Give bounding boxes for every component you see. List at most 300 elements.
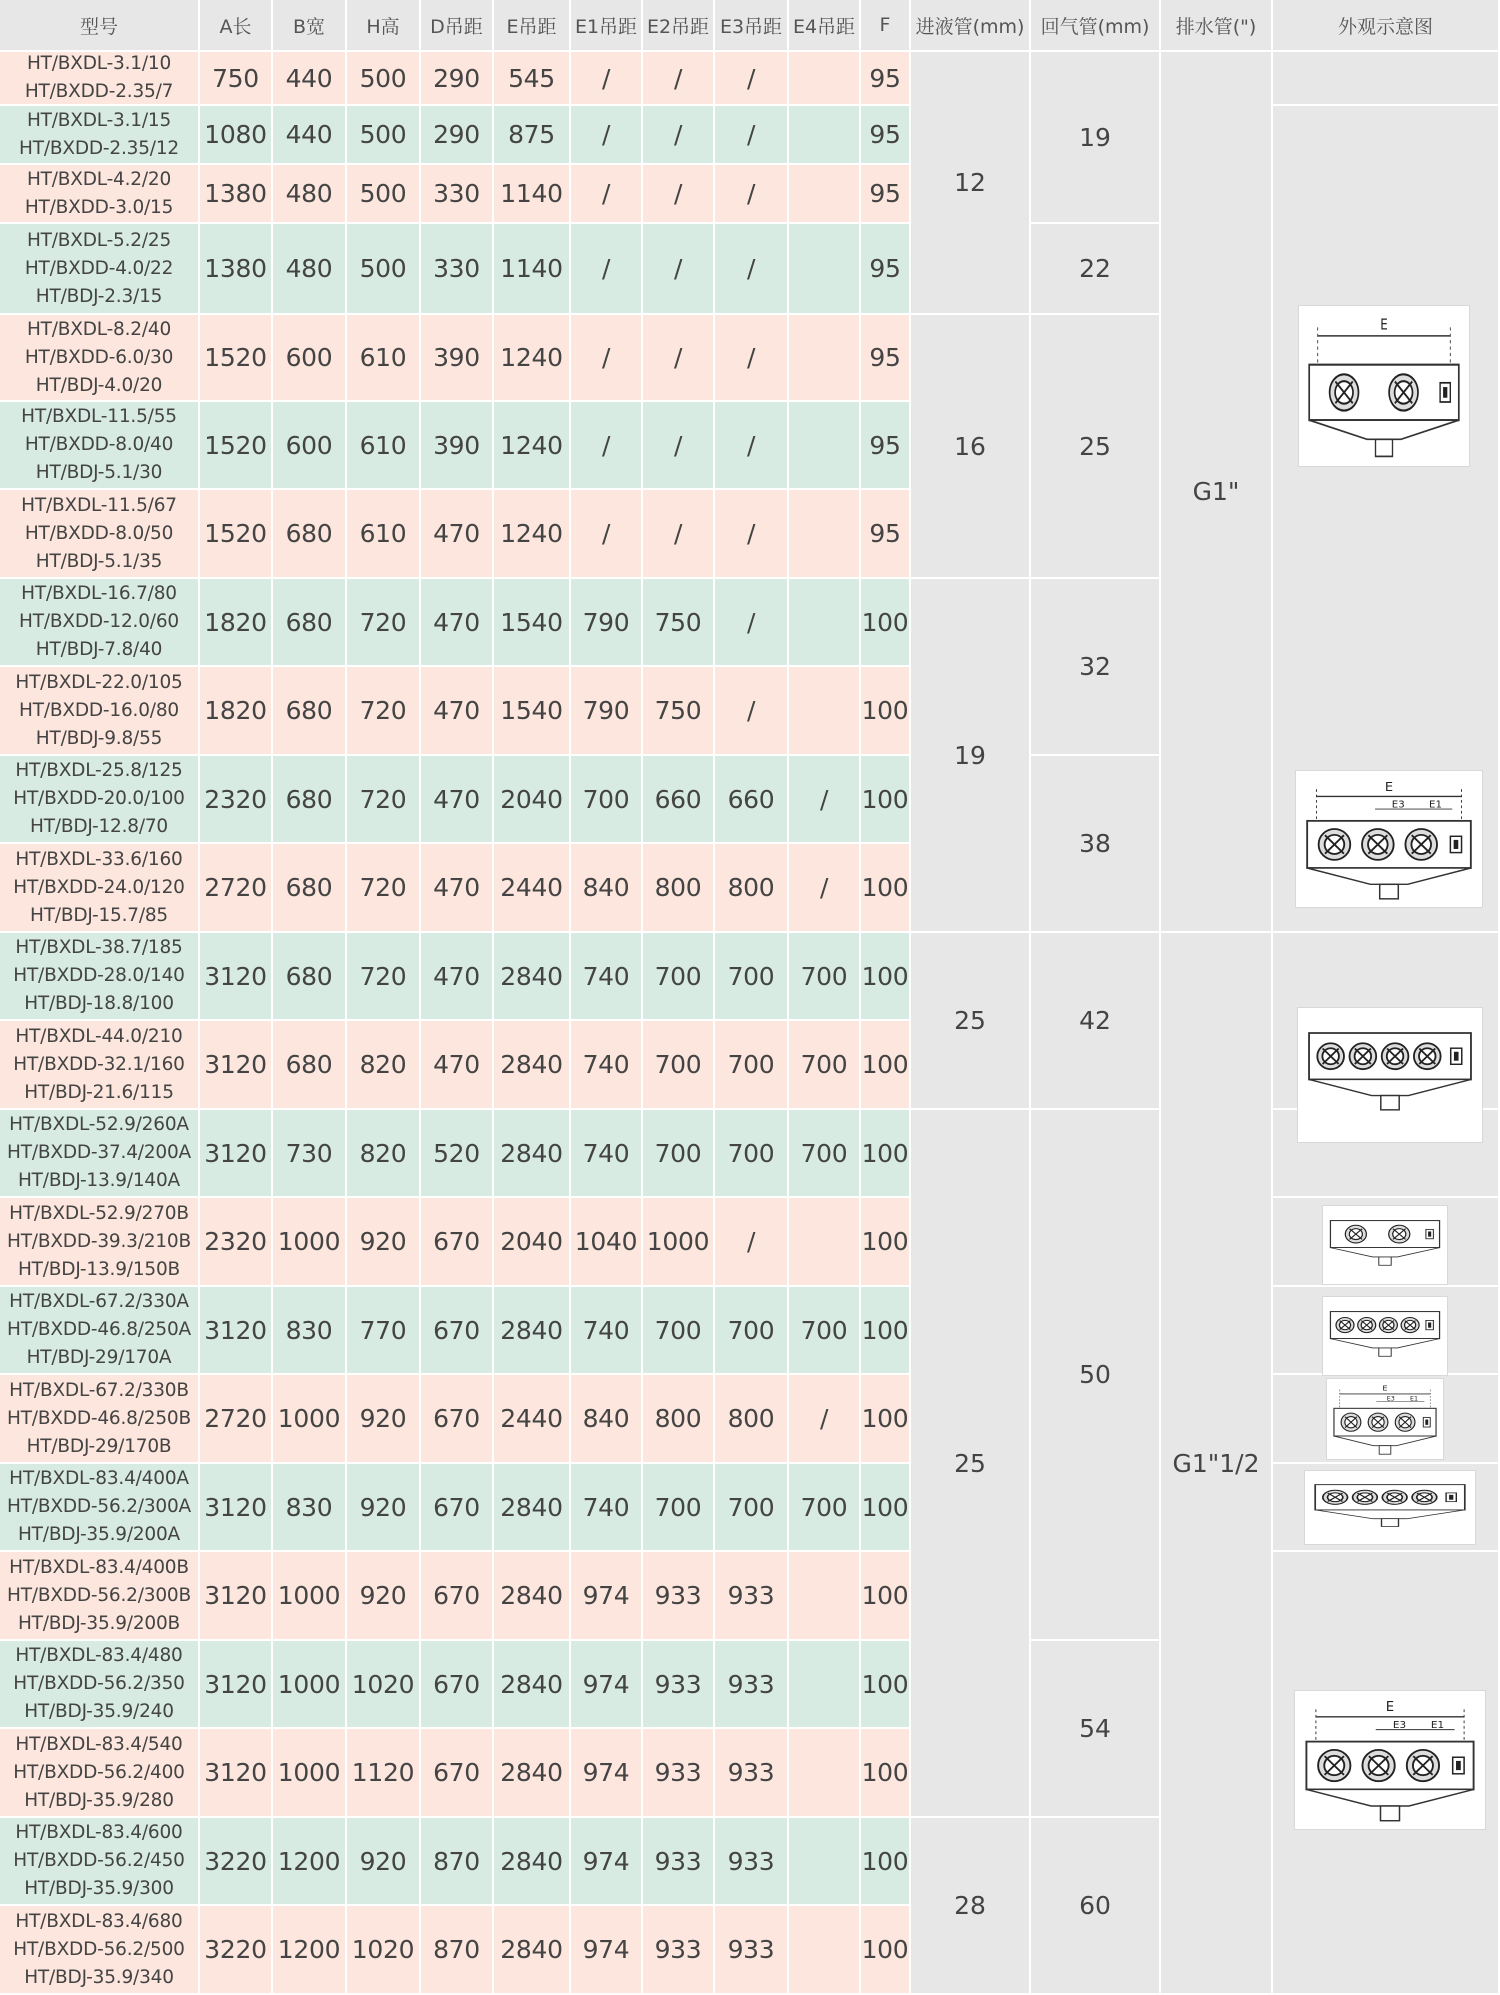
header-cell: A长 xyxy=(200,0,273,52)
value-cell: 100 xyxy=(861,1729,911,1818)
model-name: HT/BXDD-3.0/15 xyxy=(24,196,174,218)
drain-pipe-cell: G1"1/2 xyxy=(1161,933,1273,1995)
model-name: HT/BXDL-52.9/270B xyxy=(9,1202,189,1224)
value-cell: 920 xyxy=(347,1375,421,1464)
value-cell: 1140 xyxy=(494,224,571,315)
model-name: HT/BXDD-28.0/140 xyxy=(13,965,185,986)
model-name: HT/BDJ-29/170A xyxy=(26,1347,172,1368)
fan-icon xyxy=(1330,374,1359,410)
value-cell: 820 xyxy=(347,1021,421,1110)
fan-icon xyxy=(1401,1318,1419,1333)
value-cell: 2040 xyxy=(494,1198,571,1287)
value-cell: / xyxy=(715,402,789,490)
header-cell: E1吊距 xyxy=(571,0,643,52)
model-cell xyxy=(0,756,200,844)
value-cell: 1540 xyxy=(494,579,571,667)
value-cell: 670 xyxy=(421,1287,494,1375)
model-name: HT/BXDD-56.2/300B xyxy=(6,1584,191,1606)
value-cell: 700 xyxy=(715,1464,789,1552)
value-cell: 933 xyxy=(715,1906,789,1995)
liquid-pipe-cell: 16 xyxy=(911,315,1031,579)
value-cell: 95 xyxy=(861,402,911,490)
fan-icon xyxy=(1318,1750,1350,1781)
value-cell: 870 xyxy=(421,1818,494,1906)
value-cell: 920 xyxy=(347,1552,421,1641)
liquid-pipe-cell: 19 xyxy=(911,579,1031,933)
value-cell: 1000 xyxy=(273,1375,347,1464)
value-cell xyxy=(789,1198,861,1287)
model-name: HT/BXDL-3.1/10 xyxy=(26,53,172,74)
model-name: HT/BXDD-56.2/300A xyxy=(7,1496,191,1517)
value-cell: 700 xyxy=(715,1021,789,1110)
value-cell: 470 xyxy=(421,756,494,844)
model-name: HT/BXDL-83.4/600 xyxy=(15,1822,183,1843)
return-pipe-cell: 42 xyxy=(1031,933,1161,1110)
value-cell: 1140 xyxy=(494,165,571,224)
header-cell: 外观示意图 xyxy=(1273,0,1500,52)
value-cell: 1000 xyxy=(273,1552,347,1641)
value-cell: 2440 xyxy=(494,844,571,933)
model-cell xyxy=(0,1287,200,1375)
value-cell: 1000 xyxy=(273,1198,347,1287)
fan-icon xyxy=(1368,1413,1388,1431)
value-cell: 100 xyxy=(861,844,911,933)
value-cell: 470 xyxy=(421,1021,494,1110)
fan-icon xyxy=(1323,1490,1348,1504)
value-cell: 500 xyxy=(347,52,421,106)
unit-diagram-4-fans-small xyxy=(1322,1296,1448,1376)
model-name: HT/BXDD-12.0/60 xyxy=(19,611,179,632)
return-pipe-cell: 38 xyxy=(1031,756,1161,933)
value-cell: 545 xyxy=(494,52,571,106)
model-name: HT/BDJ-5.1/30 xyxy=(35,462,163,483)
fan-icon xyxy=(1353,1490,1378,1504)
value-cell: 1520 xyxy=(200,490,273,579)
model-name: HT/BXDL-83.4/480 xyxy=(15,1645,183,1666)
value-cell: 680 xyxy=(273,667,347,756)
value-cell: / xyxy=(571,106,643,165)
value-cell: 95 xyxy=(861,165,911,224)
value-cell: 2840 xyxy=(494,1110,571,1198)
value-cell: 875 xyxy=(494,106,571,165)
value-cell: 2320 xyxy=(200,1198,273,1287)
value-cell: 100 xyxy=(861,933,911,1021)
value-cell: 740 xyxy=(571,933,643,1021)
value-cell: / xyxy=(571,402,643,490)
model-name: HT/BXDL-67.2/330A xyxy=(9,1291,189,1312)
value-cell: 3120 xyxy=(200,1641,273,1729)
value-cell: 700 xyxy=(789,1021,861,1110)
value-cell: 100 xyxy=(861,1198,911,1287)
value-cell: 720 xyxy=(347,756,421,844)
model-name: HT/BXDD-39.3/210B xyxy=(6,1230,191,1252)
value-cell: 680 xyxy=(273,1021,347,1110)
fan-icon xyxy=(1389,374,1418,410)
value-cell: 1520 xyxy=(200,315,273,402)
model-cell xyxy=(0,106,200,165)
fan-icon xyxy=(1317,1043,1344,1069)
value-cell: / xyxy=(789,844,861,933)
dimension-label: E3 xyxy=(1391,799,1405,811)
liquid-pipe-cell: 25 xyxy=(911,1110,1031,1818)
value-cell: 1000 xyxy=(273,1641,347,1729)
model-name: HT/BXDD-56.2/350 xyxy=(13,1673,185,1694)
value-cell: 2840 xyxy=(494,933,571,1021)
header-cell: D吊距 xyxy=(421,0,494,52)
model-name: HT/BXDL-11.5/67 xyxy=(21,494,177,516)
header-cell: B宽 xyxy=(273,0,347,52)
value-cell xyxy=(789,490,861,579)
header-cell: 排水管(") xyxy=(1161,0,1273,52)
value-cell: 610 xyxy=(347,490,421,579)
model-name: HT/BXDD-2.35/7 xyxy=(24,81,174,102)
value-cell: 700 xyxy=(643,1021,715,1110)
model-name: HT/BXDL-83.4/400B xyxy=(9,1556,189,1578)
header-cell: 型号 xyxy=(0,0,200,52)
value-cell: 670 xyxy=(421,1375,494,1464)
value-cell: 2320 xyxy=(200,756,273,844)
value-cell: / xyxy=(643,402,715,490)
fan-icon xyxy=(1395,1413,1415,1431)
value-cell: 770 xyxy=(347,1287,421,1375)
value-cell: 933 xyxy=(715,1729,789,1818)
value-cell: / xyxy=(715,667,789,756)
value-cell: 790 xyxy=(571,579,643,667)
value-cell: 1240 xyxy=(494,315,571,402)
value-cell: 1540 xyxy=(494,667,571,756)
value-cell: 700 xyxy=(643,1287,715,1375)
value-cell xyxy=(789,1818,861,1906)
model-name: HT/BDJ-4.0/20 xyxy=(35,374,163,396)
value-cell: 2840 xyxy=(494,1464,571,1552)
value-cell: / xyxy=(715,579,789,667)
return-pipe-cell: 54 xyxy=(1031,1641,1161,1818)
model-name: HT/BDJ-35.9/340 xyxy=(24,1966,174,1988)
value-cell: 700 xyxy=(715,1110,789,1198)
model-cell xyxy=(0,165,200,224)
value-cell xyxy=(789,106,861,165)
value-cell: 1820 xyxy=(200,579,273,667)
model-cell xyxy=(0,933,200,1021)
value-cell: 95 xyxy=(861,490,911,579)
value-cell xyxy=(789,579,861,667)
value-cell: 520 xyxy=(421,1110,494,1198)
model-name: HT/BXDL-83.4/400A xyxy=(9,1468,189,1489)
value-cell: 740 xyxy=(571,1110,643,1198)
value-cell: / xyxy=(715,490,789,579)
unit-diagram-3-fans xyxy=(1295,770,1483,908)
value-cell xyxy=(789,1552,861,1641)
model-name: HT/BXDD-46.8/250B xyxy=(6,1407,191,1429)
value-cell: 3120 xyxy=(200,1552,273,1641)
value-cell: 750 xyxy=(200,52,273,106)
value-cell: 680 xyxy=(273,579,347,667)
fan-icon xyxy=(1382,1490,1407,1504)
value-cell: 500 xyxy=(347,224,421,315)
value-cell: / xyxy=(715,52,789,106)
model-name: HT/BXDL-44.0/210 xyxy=(15,1025,183,1047)
value-cell: 2840 xyxy=(494,1729,571,1818)
model-name: HT/BDJ-18.8/100 xyxy=(24,993,174,1014)
model-name: HT/BXDL-5.2/25 xyxy=(26,229,172,251)
value-cell: 740 xyxy=(571,1464,643,1552)
value-cell: / xyxy=(789,1375,861,1464)
value-cell xyxy=(789,1729,861,1818)
value-cell: 820 xyxy=(347,1110,421,1198)
value-cell: / xyxy=(571,490,643,579)
value-cell: 95 xyxy=(861,52,911,106)
value-cell: / xyxy=(643,106,715,165)
model-name: HT/BXDD-56.2/500 xyxy=(13,1938,185,1960)
fan-icon xyxy=(1319,829,1351,860)
value-cell: / xyxy=(643,490,715,579)
model-name: HT/BDJ-13.9/150B xyxy=(17,1258,181,1280)
value-cell: 2840 xyxy=(494,1552,571,1641)
liquid-pipe-cell: 12 xyxy=(911,52,1031,315)
model-name: HT/BXDL-25.8/125 xyxy=(15,760,183,781)
header-cell: 进液管(mm) xyxy=(911,0,1031,52)
model-cell xyxy=(0,1552,200,1641)
model-name: HT/BDJ-35.9/240 xyxy=(24,1701,174,1722)
model-name: HT/BXDL-8.2/40 xyxy=(26,318,172,340)
value-cell: 100 xyxy=(861,1021,911,1110)
value-cell: 1020 xyxy=(347,1906,421,1995)
value-cell: 480 xyxy=(273,165,347,224)
model-name: HT/BXDD-2.35/12 xyxy=(19,137,179,159)
dimension-label: E xyxy=(1384,780,1394,795)
value-cell: 660 xyxy=(643,756,715,844)
value-cell: 933 xyxy=(643,1818,715,1906)
model-name: HT/BXDL-22.0/105 xyxy=(15,671,183,693)
fan-icon xyxy=(1389,1225,1410,1243)
model-name: HT/BDJ-13.9/140A xyxy=(17,1170,181,1191)
dimension-label: E3 xyxy=(1392,1718,1407,1731)
value-cell: / xyxy=(571,224,643,315)
value-cell: 1380 xyxy=(200,165,273,224)
value-cell: 840 xyxy=(571,1375,643,1464)
value-cell: 3220 xyxy=(200,1818,273,1906)
value-cell: 700 xyxy=(715,933,789,1021)
value-cell: 3120 xyxy=(200,1110,273,1198)
drain-pipe-cell: G1" xyxy=(1161,52,1273,933)
value-cell: 720 xyxy=(347,844,421,933)
value-cell: 920 xyxy=(347,1198,421,1287)
value-cell: 95 xyxy=(861,315,911,402)
value-cell: 100 xyxy=(861,1287,911,1375)
value-cell: 2840 xyxy=(494,1906,571,1995)
header-cell: F xyxy=(861,0,911,52)
return-pipe-cell: 22 xyxy=(1031,224,1161,315)
value-cell: 790 xyxy=(571,667,643,756)
value-cell: 920 xyxy=(347,1818,421,1906)
value-cell: 720 xyxy=(347,579,421,667)
return-pipe-cell: 19 xyxy=(1031,52,1161,224)
value-cell: 1080 xyxy=(200,106,273,165)
header-cell: H高 xyxy=(347,0,421,52)
value-cell: 2840 xyxy=(494,1818,571,1906)
value-cell: / xyxy=(715,106,789,165)
unit-diagram-2-fans xyxy=(1298,305,1470,467)
value-cell: 440 xyxy=(273,52,347,106)
value-cell: 660 xyxy=(715,756,789,844)
model-cell xyxy=(0,490,200,579)
value-cell: 974 xyxy=(571,1906,643,1995)
fan-icon xyxy=(1362,1750,1394,1781)
dimension-label: E3 xyxy=(1386,1395,1395,1403)
model-name: HT/BDJ-21.6/115 xyxy=(24,1081,174,1103)
value-cell: 700 xyxy=(789,1287,861,1375)
value-cell: 700 xyxy=(789,933,861,1021)
value-cell: 3120 xyxy=(200,1464,273,1552)
dimension-label: E xyxy=(1382,1384,1388,1393)
model-name: HT/BXDL-33.6/160 xyxy=(15,848,183,870)
value-cell: 390 xyxy=(421,402,494,490)
value-cell: 670 xyxy=(421,1198,494,1287)
model-name: HT/BDJ-7.8/40 xyxy=(35,639,163,660)
value-cell: 470 xyxy=(421,844,494,933)
value-cell: 95 xyxy=(861,106,911,165)
model-name: HT/BXDD-8.0/40 xyxy=(24,434,174,455)
unit-diagram-3-fans-large xyxy=(1294,1690,1486,1830)
value-cell: 1240 xyxy=(494,402,571,490)
fan-icon xyxy=(1350,1043,1377,1069)
value-cell: 1520 xyxy=(200,402,273,490)
value-cell: 700 xyxy=(571,756,643,844)
model-cell xyxy=(0,1641,200,1729)
fan-icon xyxy=(1358,1318,1376,1333)
value-cell: 700 xyxy=(643,1110,715,1198)
value-cell: 670 xyxy=(421,1641,494,1729)
value-cell: 480 xyxy=(273,224,347,315)
value-cell: 700 xyxy=(715,1287,789,1375)
value-cell: 933 xyxy=(643,1729,715,1818)
model-name: HT/BDJ-35.9/280 xyxy=(24,1789,174,1811)
value-cell: 100 xyxy=(861,756,911,844)
model-cell xyxy=(0,1021,200,1110)
value-cell: 740 xyxy=(571,1021,643,1110)
value-cell: 933 xyxy=(715,1552,789,1641)
model-name: HT/BDJ-9.8/55 xyxy=(35,727,163,749)
value-cell: / xyxy=(571,52,643,106)
model-cell xyxy=(0,579,200,667)
value-cell: 840 xyxy=(571,844,643,933)
model-cell xyxy=(0,52,200,106)
value-cell: 740 xyxy=(571,1287,643,1375)
value-cell: 1200 xyxy=(273,1818,347,1906)
value-cell: 750 xyxy=(643,579,715,667)
model-cell xyxy=(0,667,200,756)
value-cell: 730 xyxy=(273,1110,347,1198)
value-cell: 290 xyxy=(421,106,494,165)
model-name: HT/BDJ-2.3/15 xyxy=(35,285,163,307)
model-name: HT/BXDL-16.7/80 xyxy=(21,583,177,604)
value-cell: 390 xyxy=(421,315,494,402)
value-cell: / xyxy=(643,52,715,106)
value-cell: / xyxy=(715,315,789,402)
value-cell: 1000 xyxy=(273,1729,347,1818)
model-cell xyxy=(0,844,200,933)
value-cell: 470 xyxy=(421,667,494,756)
value-cell: 100 xyxy=(861,667,911,756)
value-cell: 500 xyxy=(347,165,421,224)
value-cell: 440 xyxy=(273,106,347,165)
fan-icon xyxy=(1341,1413,1361,1431)
value-cell: 974 xyxy=(571,1729,643,1818)
value-cell: 500 xyxy=(347,106,421,165)
value-cell xyxy=(789,1906,861,1995)
value-cell: 3120 xyxy=(200,1729,273,1818)
value-cell: 2720 xyxy=(200,844,273,933)
value-cell: 700 xyxy=(643,1464,715,1552)
value-cell: 1820 xyxy=(200,667,273,756)
value-cell: 3120 xyxy=(200,1021,273,1110)
value-cell: 100 xyxy=(861,1464,911,1552)
value-cell: / xyxy=(571,315,643,402)
model-cell xyxy=(0,402,200,490)
unit-diagram-4-fans xyxy=(1297,1007,1483,1143)
value-cell: 680 xyxy=(273,933,347,1021)
model-cell xyxy=(0,315,200,402)
value-cell: / xyxy=(643,224,715,315)
dimension-label: E1 xyxy=(1429,799,1442,811)
value-cell: / xyxy=(715,224,789,315)
return-pipe-cell: 25 xyxy=(1031,315,1161,579)
value-cell: / xyxy=(715,1198,789,1287)
value-cell: 933 xyxy=(643,1641,715,1729)
value-cell: 330 xyxy=(421,165,494,224)
model-name: HT/BXDD-37.4/200A xyxy=(7,1142,191,1163)
value-cell: 670 xyxy=(421,1552,494,1641)
value-cell: 600 xyxy=(273,402,347,490)
value-cell: 1040 xyxy=(571,1198,643,1287)
value-cell: 933 xyxy=(715,1641,789,1729)
value-cell: 600 xyxy=(273,315,347,402)
value-cell: / xyxy=(643,315,715,402)
unit-diagram-2-fans-small xyxy=(1322,1205,1448,1285)
model-name: HT/BXDD-8.0/50 xyxy=(24,522,174,544)
value-cell: 670 xyxy=(421,1464,494,1552)
header-cell: 回气管(mm) xyxy=(1031,0,1161,52)
liquid-pipe-cell: 25 xyxy=(911,933,1031,1110)
value-cell: 680 xyxy=(273,844,347,933)
model-name: HT/BXDL-52.9/260A xyxy=(9,1114,189,1135)
value-cell: 800 xyxy=(643,1375,715,1464)
value-cell: 974 xyxy=(571,1552,643,1641)
value-cell: 610 xyxy=(347,315,421,402)
value-cell: / xyxy=(571,165,643,224)
model-name: HT/BDJ-12.8/70 xyxy=(29,816,169,837)
value-cell: 720 xyxy=(347,667,421,756)
value-cell: 870 xyxy=(421,1906,494,1995)
value-cell: 3120 xyxy=(200,933,273,1021)
model-cell xyxy=(0,1818,200,1906)
value-cell: 680 xyxy=(273,490,347,579)
model-name: HT/BXDL-3.1/15 xyxy=(26,109,172,131)
return-pipe-cell: 50 xyxy=(1031,1110,1161,1641)
unit-diagram-4-fans-flat xyxy=(1304,1470,1476,1545)
value-cell: 933 xyxy=(715,1818,789,1906)
fan-icon xyxy=(1336,1318,1354,1333)
model-cell xyxy=(0,1464,200,1552)
value-cell: 100 xyxy=(861,1552,911,1641)
dimension-label: E1 xyxy=(1430,1718,1445,1731)
value-cell: 700 xyxy=(789,1464,861,1552)
value-cell xyxy=(789,667,861,756)
dimension-label: E1 xyxy=(1409,1395,1419,1403)
value-cell: 700 xyxy=(643,933,715,1021)
value-cell: 610 xyxy=(347,402,421,490)
header-cell: E2吊距 xyxy=(643,0,715,52)
